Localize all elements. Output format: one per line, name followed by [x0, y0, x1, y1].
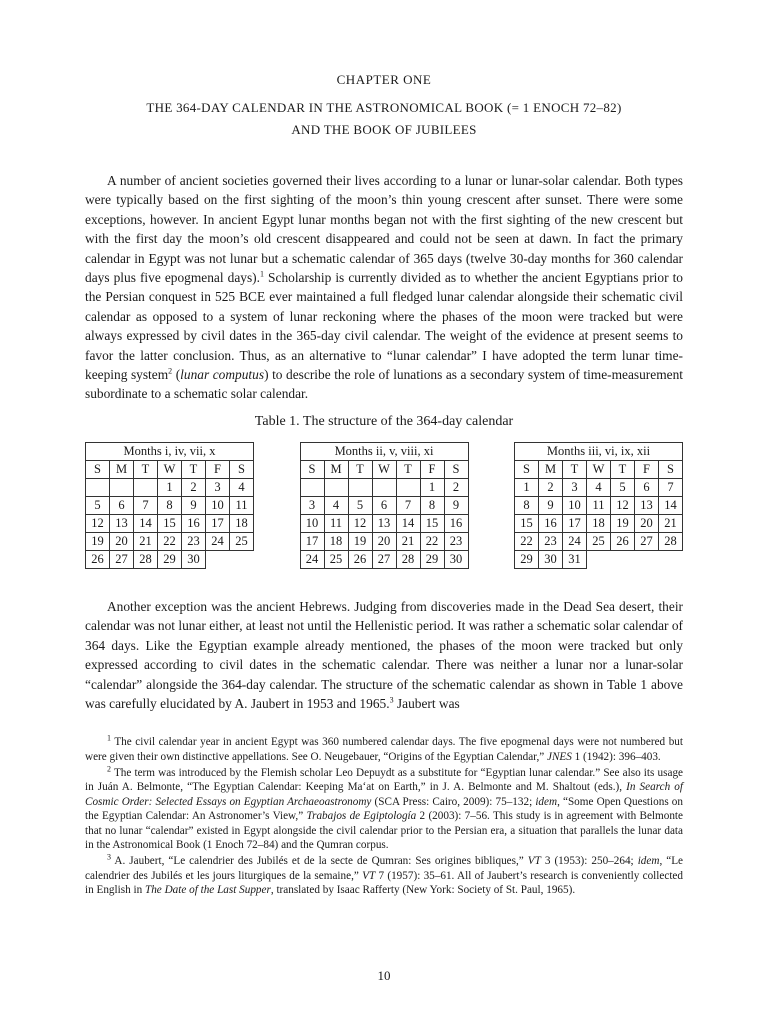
paragraph-2-text: Jaubert was: [393, 695, 460, 711]
calendar-day-cell: 17: [206, 514, 230, 532]
calendar-day-cell: 11: [324, 514, 348, 532]
chapter-title: [85, 97, 683, 141]
weekday-label: T: [348, 460, 372, 478]
calendar-day-cell: 11: [230, 496, 254, 514]
calendar-day-cell: 15: [420, 514, 444, 532]
calendar-day-cell: 9: [444, 496, 468, 514]
calendar-tables: [85, 442, 683, 569]
weekday-label: T: [134, 460, 158, 478]
calendar-day-cell: 13: [110, 514, 134, 532]
page-body: [85, 70, 683, 898]
calendar-day-cell: 11: [587, 496, 611, 514]
calendar-day-cell: 21: [134, 532, 158, 550]
calendar-day-cell: 8: [515, 496, 539, 514]
calendar-day-cell: 21: [659, 514, 683, 532]
footnote-text: , translated by Isaac Rafferty (New York: Society of St. Paul, 1965).: [270, 884, 576, 897]
footnote-ref-3: 3: [389, 695, 394, 705]
calendar-day-cell: 25: [587, 532, 611, 550]
footnote-text: 2 (2003): 7–56. This study is in agreement with Belmonte that no lunar “calendar” existed in Egypt alongside the civil calendar prior to the Persian era, a situation that parallels the lunar data in the Astronomical Book (1 Enoch 72–84) and the Qumran corpus.: [85, 810, 683, 852]
footnote-number: 3: [107, 852, 111, 862]
calendar-day-cell: 17: [300, 532, 324, 550]
calendar-empty-cell: [372, 478, 396, 496]
calendar-day-cell: 23: [182, 532, 206, 550]
footnote-italic: In Search of Cosmic Order: Selected Essays on Egyptian Archaeoastronomy: [85, 781, 683, 808]
calendar-day-cell: 30: [444, 550, 468, 568]
paragraph-1-text: (: [172, 367, 181, 383]
calendar-day-cell: 18: [587, 514, 611, 532]
calendar-day-cell: 14: [659, 496, 683, 514]
calendar-day-cell: 26: [86, 550, 110, 568]
weekday-label: S: [300, 460, 324, 478]
footnote-text: The term was introduced by the Flemish scholar Leo Depuydt as a substitute for “Egyptian lunar calendar.” See also its usage in Juán A. Belmonte, “The Egyptian Calendar: Keeping Ma‘at on Earth,” in J. A. Belmonte and M. Shaltout (eds.),: [85, 766, 683, 794]
calendar-day-cell: 19: [86, 532, 110, 550]
paragraph-2: [85, 597, 683, 713]
calendar-day-cell: 7: [659, 478, 683, 496]
footnote-italic: Trabajos de Egiptología: [306, 810, 417, 823]
weekday-label: M: [324, 460, 348, 478]
footnote-text: , “Some Open Questions on the Egyptian Calendar: An Astronomer’s View,”: [85, 795, 683, 823]
calendar-day-cell: 27: [635, 532, 659, 550]
weekday-label: W: [158, 460, 182, 478]
calendar-week-row: [300, 478, 468, 496]
paragraph-1-text: ) to describe the role of lunations as a secondary system of time-measurement subordinate to a schematic solar calendar.: [85, 367, 683, 402]
footnote-italic: JNES: [547, 750, 572, 763]
calendar-day-cell: 6: [110, 496, 134, 514]
calendar-day-cell: 12: [611, 496, 635, 514]
calendar-day-cell: 16: [182, 514, 206, 532]
calendar-day-cell: 2: [444, 478, 468, 496]
calendar-week-row: [300, 514, 468, 532]
calendar-day-cell: 5: [611, 478, 635, 496]
calendar-day-cell: 15: [515, 514, 539, 532]
footnote-2: [85, 763, 683, 854]
calendar-empty-cell: [396, 478, 420, 496]
calendar-day-cell: 20: [372, 532, 396, 550]
calendar-empty-cell: [635, 550, 659, 568]
calendar-empty-cell: [324, 478, 348, 496]
calendar-day-cell: 3: [563, 478, 587, 496]
calendar-day-cell: 10: [563, 496, 587, 514]
calendar-empty-cell: [611, 550, 635, 568]
calendar-day-cell: 19: [348, 532, 372, 550]
calendar-day-cell: 7: [134, 496, 158, 514]
footnote-text: 3 (1953): 250–264;: [540, 855, 638, 868]
page-number: 10: [377, 968, 391, 983]
calendar-month-heading: Months iii, vi, ix, xii: [515, 442, 683, 460]
calendar-day-cell: 3: [206, 478, 230, 496]
footnote-ref-1: 1: [260, 269, 264, 279]
calendar-day-cell: 12: [86, 514, 110, 532]
weekday-label: S: [86, 460, 110, 478]
calendar-empty-cell: [230, 550, 254, 568]
calendar-empty-cell: [300, 478, 324, 496]
calendar-day-cell: 7: [396, 496, 420, 514]
calendar-empty-cell: [110, 478, 134, 496]
calendar-week-row: [300, 496, 468, 514]
calendar-day-cell: 14: [396, 514, 420, 532]
calendar-week-row: [300, 550, 468, 568]
calendar-day-cell: 24: [300, 550, 324, 568]
calendar-day-cell: 20: [635, 514, 659, 532]
footnote-text: 7 (1957): 35–61. All of Jaubert’s research is conveniently collected in English in: [85, 869, 683, 897]
paragraph-1: [85, 171, 683, 404]
calendar-day-cell: 15: [158, 514, 182, 532]
weekday-label: S: [515, 460, 539, 478]
footnote-italic: VT: [362, 869, 376, 882]
calendar-day-cell: 28: [659, 532, 683, 550]
chapter-heading: CHAPTER ONE: [336, 72, 432, 87]
weekday-label: W: [372, 460, 396, 478]
footnote-italic: VT: [527, 855, 541, 868]
footnote-italic: The Date of the Last Supper: [144, 884, 271, 897]
weekday-label: F: [206, 460, 230, 478]
calendar-day-cell: 27: [372, 550, 396, 568]
calendar-day-cell: 13: [635, 496, 659, 514]
calendar-day-cell: 16: [444, 514, 468, 532]
calendar-empty-cell: [86, 478, 110, 496]
footnotes: [85, 735, 683, 898]
calendar-day-cell: 30: [539, 550, 563, 568]
footnote-italic: idem: [535, 795, 558, 808]
calendar-day-cell: 24: [206, 532, 230, 550]
calendar-day-cell: 2: [539, 478, 563, 496]
calendar-week-row: [86, 496, 254, 514]
paragraph-1-text: Scholarship is currently divided as to whether the ancient Egyptians prior to the Persian conquest in 525 BCE ever maintained a full fledged lunar calendar alongside their schematic civil calendar as opposed to a system of lunar reckoning where the phases of the moon were tracked but were always expressed by civil dates in the 365-day civil calendar. The weight of the evidence at present seems to favor the latter conclusion. Thus, as an alternative to “lunar calendar” I have adopted the term lunar time-keeping system: [85, 270, 683, 383]
weekday-label: T: [396, 460, 420, 478]
footnote-text: The civil calendar year in ancient Egypt was 360 numbered calendar days. The five epogmenal days were not numbered but were given their own distinctive appellations. See O. Neugebauer, “Origins of the Egyptian Calendar,”: [85, 736, 683, 763]
calendar-day-cell: 10: [206, 496, 230, 514]
calendar-day-cell: 1: [420, 478, 444, 496]
calendar-day-cell: 2: [182, 478, 206, 496]
calendar-day-cell: 5: [348, 496, 372, 514]
calendar-day-cell: 25: [230, 532, 254, 550]
calendar-week-row: [86, 550, 254, 568]
weekday-label: W: [587, 460, 611, 478]
calendar-week-row: [300, 532, 468, 550]
calendar-day-cell: 22: [420, 532, 444, 550]
calendar-day-cell: 4: [324, 496, 348, 514]
calendar-day-cell: 12: [348, 514, 372, 532]
calendar-day-cell: 6: [635, 478, 659, 496]
calendar-day-cell: 16: [539, 514, 563, 532]
calendar-day-cell: 21: [396, 532, 420, 550]
calendar-empty-cell: [134, 478, 158, 496]
paragraph-1-text: A number of ancient societies governed their lives according to a lunar or lunar-solar calendar. Both types were typically based on the first sighting of the moon’s thin young crescent after sunset. There were some exceptions, however. In ancient Egypt lunar months began not with the first sighting of the new crescent but with the first day the moon’s old crescent disappeared and could not be seen at dawn. In fact the primary calendar in Egypt was not lunar but a schematic calendar of 365 days (twelve 30-day months for 360 calendar days plus five epogmenal days).: [85, 173, 683, 286]
paragraph-2-text: Another exception was the ancient Hebrews. Judging from discoveries made in the Dead Sea desert, their calendar was not lunar either, at least not until the Hellenistic period. It was rather a schematic solar calendar of 364 days. Like the Egyptian example already mentioned, the phases of the moon were tracked but only expressed according to civil dates in the schematic calendar. There was neither a lunar nor a lunar-solar “calendar” alongside the 364-day calendar. The structure of the schematic calendar as shown in Table 1 above was carefully elucidated by A. Jaubert in 1953 and 1965.: [85, 598, 683, 711]
calendar-day-cell: 28: [134, 550, 158, 568]
footnote-italic: idem: [637, 855, 660, 868]
calendar-day-cell: 1: [515, 478, 539, 496]
calendar-week-row: [515, 478, 683, 496]
footnote-text: , “Le calendrier des Jubilés et les jours liturgiques de la semaine,”: [85, 855, 684, 882]
calendar-day-cell: 4: [587, 478, 611, 496]
italic-term: lunar computus: [180, 367, 265, 383]
calendar-day-cell: 31: [563, 550, 587, 568]
footnote-text: 1 (1942): 396–403.: [571, 750, 661, 763]
calendar-day-cell: 23: [444, 532, 468, 550]
calendar-day-cell: 1: [158, 478, 182, 496]
calendar-day-cell: 27: [110, 550, 134, 568]
calendar-day-cell: 8: [420, 496, 444, 514]
calendar-day-cell: 8: [158, 496, 182, 514]
calendar-day-cell: 28: [396, 550, 420, 568]
calendar-week-row: [86, 478, 254, 496]
weekday-label: M: [110, 460, 134, 478]
calendar-day-cell: 29: [515, 550, 539, 568]
footnote-ref-2: 2: [168, 366, 173, 376]
calendar-day-cell: 26: [611, 532, 635, 550]
table-caption: Table 1. The structure of the 364-day calendar: [254, 413, 514, 429]
calendar-empty-cell: [348, 478, 372, 496]
footnote-3: [85, 854, 683, 898]
footnote-number: 1: [107, 733, 111, 743]
calendar-week-row: [515, 532, 683, 550]
calendar-day-cell: 9: [182, 496, 206, 514]
calendar-day-cell: 17: [563, 514, 587, 532]
calendar-table: [85, 442, 254, 569]
calendar-day-cell: 23: [539, 532, 563, 550]
calendar-day-cell: 25: [324, 550, 348, 568]
calendar-day-cell: 6: [372, 496, 396, 514]
calendar-day-cell: 9: [539, 496, 563, 514]
calendar-day-cell: 10: [300, 514, 324, 532]
calendar-day-cell: 4: [230, 478, 254, 496]
calendar-week-row: [86, 532, 254, 550]
calendar-day-cell: 24: [563, 532, 587, 550]
calendar-table: [300, 442, 469, 569]
footnote-1: [85, 735, 683, 764]
footnote-text: A. Jaubert, “Le calendrier des Jubilés et de la secte de Qumran: Ses origines bibliques,”: [111, 855, 528, 868]
calendar-day-cell: 13: [372, 514, 396, 532]
weekday-label: S: [444, 460, 468, 478]
footnote-text: (SCA Press: Cairo, 2009): 75–132;: [371, 795, 536, 808]
calendar-day-cell: 22: [515, 532, 539, 550]
calendar-day-cell: 14: [134, 514, 158, 532]
calendar-day-cell: 18: [230, 514, 254, 532]
weekday-label: T: [182, 460, 206, 478]
calendar-day-cell: 3: [300, 496, 324, 514]
calendar-week-row: [515, 514, 683, 532]
weekday-label: F: [420, 460, 444, 478]
calendar-table: [514, 442, 683, 569]
weekday-label: M: [539, 460, 563, 478]
calendar-week-row: [515, 496, 683, 514]
calendar-week-row: [86, 514, 254, 532]
calendar-month-heading: Months i, iv, vii, x: [86, 442, 254, 460]
calendar-day-cell: 26: [348, 550, 372, 568]
calendar-day-cell: 22: [158, 532, 182, 550]
weekday-label: T: [611, 460, 635, 478]
calendar-day-cell: 18: [324, 532, 348, 550]
footnote-number: 2: [107, 763, 111, 773]
calendar-day-cell: 20: [110, 532, 134, 550]
calendar-day-cell: 30: [182, 550, 206, 568]
weekday-label: F: [635, 460, 659, 478]
calendar-month-heading: Months ii, v, viii, xi: [300, 442, 468, 460]
calendar-empty-cell: [659, 550, 683, 568]
calendar-day-cell: 29: [158, 550, 182, 568]
weekday-label: T: [563, 460, 587, 478]
calendar-day-cell: 29: [420, 550, 444, 568]
calendar-week-row: [515, 550, 683, 568]
weekday-label: S: [230, 460, 254, 478]
weekday-label: S: [659, 460, 683, 478]
calendar-day-cell: 19: [611, 514, 635, 532]
chapter-title-line2: AND THE BOOK OF JUBILEES: [291, 122, 477, 137]
chapter-title-line1: THE 364-DAY CALENDAR IN THE ASTRONOMICAL BOOK (= 1 ENOCH 72–82): [146, 100, 622, 115]
calendar-day-cell: 5: [86, 496, 110, 514]
calendar-empty-cell: [206, 550, 230, 568]
calendar-empty-cell: [587, 550, 611, 568]
